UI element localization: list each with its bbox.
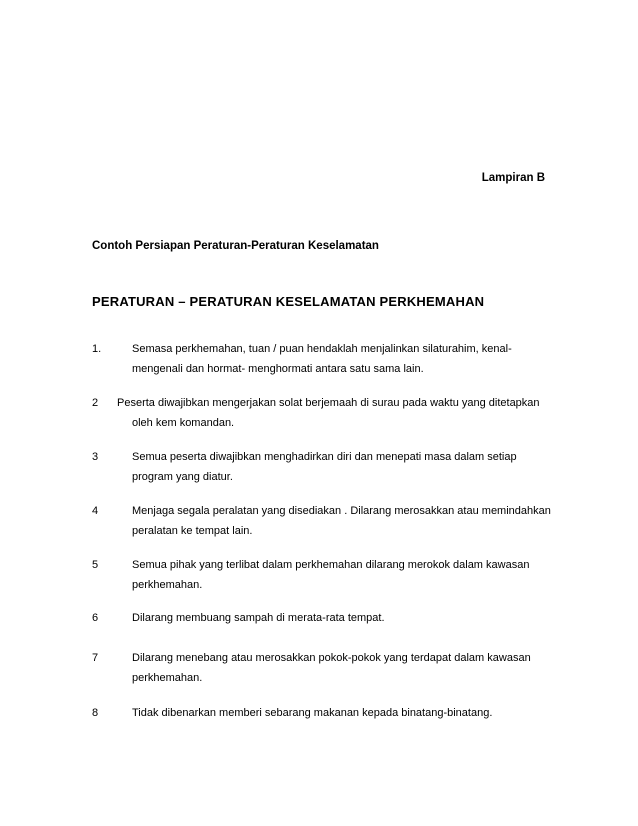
rule-number: 6 — [92, 612, 99, 624]
rule-item — [92, 393, 552, 447]
rule-number: 5 — [92, 559, 99, 571]
rule-item — [92, 703, 552, 727]
rule-number: 1. — [92, 343, 102, 355]
rule-text: Tidak dibenarkan memberi sebarang makanan kepada binatang-binatang. — [132, 707, 493, 719]
rule-number: 3 — [92, 451, 99, 463]
rule-item — [92, 555, 552, 608]
rule-text: Dilarang membuang sampah di merata-rata tempat. — [132, 612, 385, 624]
rules-list — [92, 339, 552, 727]
rule-text: Dilarang menebang atau merosakkan pokok-pokok yang terdapat dalam kawasan perkhemahan. — [132, 652, 531, 684]
rule-text: Semasa perkhemahan, tuan / puan hendaklah menjalinkan silaturahim, kenal- mengenali dan hormat- menghormati antara satu sama lain. — [132, 343, 512, 375]
rule-number: 8 — [92, 707, 99, 719]
rule-item — [92, 608, 552, 648]
rule-text: Semua peserta diwajibkan menghadirkan diri dan menepati masa dalam setiap program yang diatur. — [132, 451, 517, 483]
rule-text: Menjaga segala peralatan yang disediakan . Dilarang merosakkan atau memindahkan peralatan ke tempat lain. — [132, 505, 551, 537]
rule-text: Peserta diwajibkan mengerjakan solat berjemaah di surau pada waktu yang ditetapkan oleh kem komandan. — [117, 397, 540, 429]
appendix-label: Lampiran B — [481, 172, 545, 184]
rule-item — [92, 447, 552, 501]
rule-number: 7 — [92, 652, 99, 664]
document-title: Contoh Persiapan Peraturan-Peraturan Keselamatan — [92, 240, 379, 252]
rule-item — [92, 501, 552, 555]
rule-number: 4 — [92, 505, 99, 517]
rule-item — [92, 648, 552, 703]
rule-number: 2 — [92, 397, 99, 409]
rule-item — [92, 339, 552, 393]
rule-text: Semua pihak yang terlibat dalam perkhemahan dilarang merokok dalam kawasan perkhemahan. — [132, 559, 530, 591]
section-heading: PERATURAN – PERATURAN KESELAMATAN PERKHEMAHAN — [92, 294, 485, 309]
